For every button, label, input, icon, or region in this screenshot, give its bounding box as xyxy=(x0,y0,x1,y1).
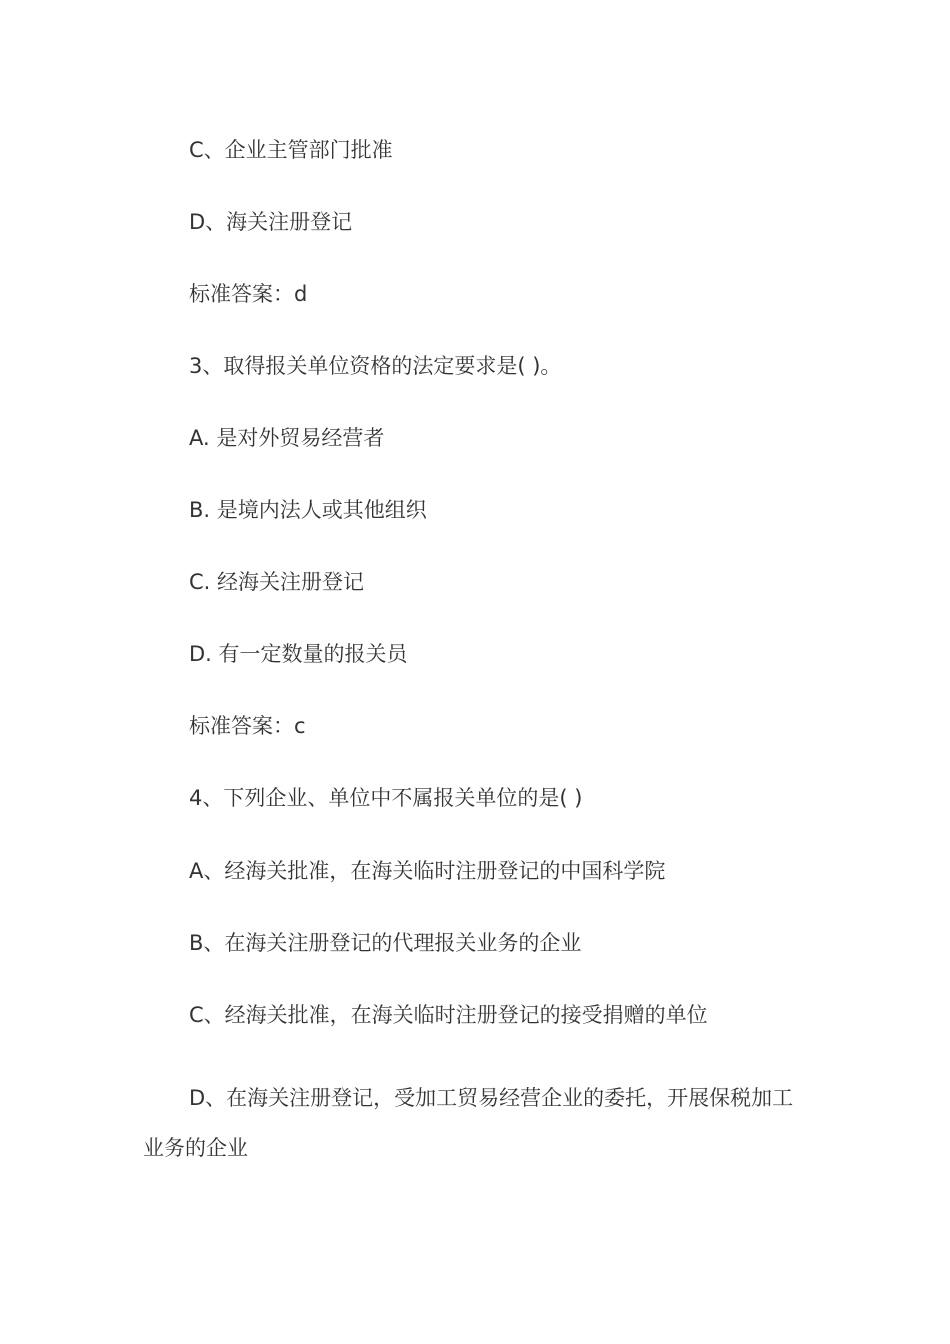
q3-answer: 标准答案：c xyxy=(189,714,306,738)
q4-option-b: B、在海关注册登记的代理报关业务的企业 xyxy=(189,931,582,955)
q3-option-c: C. 经海关注册登记 xyxy=(189,570,365,594)
answer-line: 标准答案：d xyxy=(189,282,308,306)
question-4: 4、下列企业、单位中不属报关单位的是( ) xyxy=(189,786,583,810)
q3-option-a: A. 是对外贸易经营者 xyxy=(189,426,385,450)
option-c-line: C、企业主管部门批准 xyxy=(189,138,393,162)
q4-option-d: D、在海关注册登记，受加工贸易经营企业的委托，开展保税加工业务的企业 xyxy=(143,1086,794,1160)
q4-option-c: C、经海关批准，在海关临时注册登记的接受捐赠的单位 xyxy=(189,1003,708,1027)
question-3: 3、取得报关单位资格的法定要求是( )。 xyxy=(189,354,562,378)
q3-option-d: D. 有一定数量的报关员 xyxy=(189,642,408,666)
q3-option-b: B. 是境内法人或其他组织 xyxy=(189,498,427,522)
q4-option-a: A、经海关批准，在海关临时注册登记的中国科学院 xyxy=(189,859,666,883)
option-d-line: D、海关注册登记 xyxy=(189,210,353,234)
